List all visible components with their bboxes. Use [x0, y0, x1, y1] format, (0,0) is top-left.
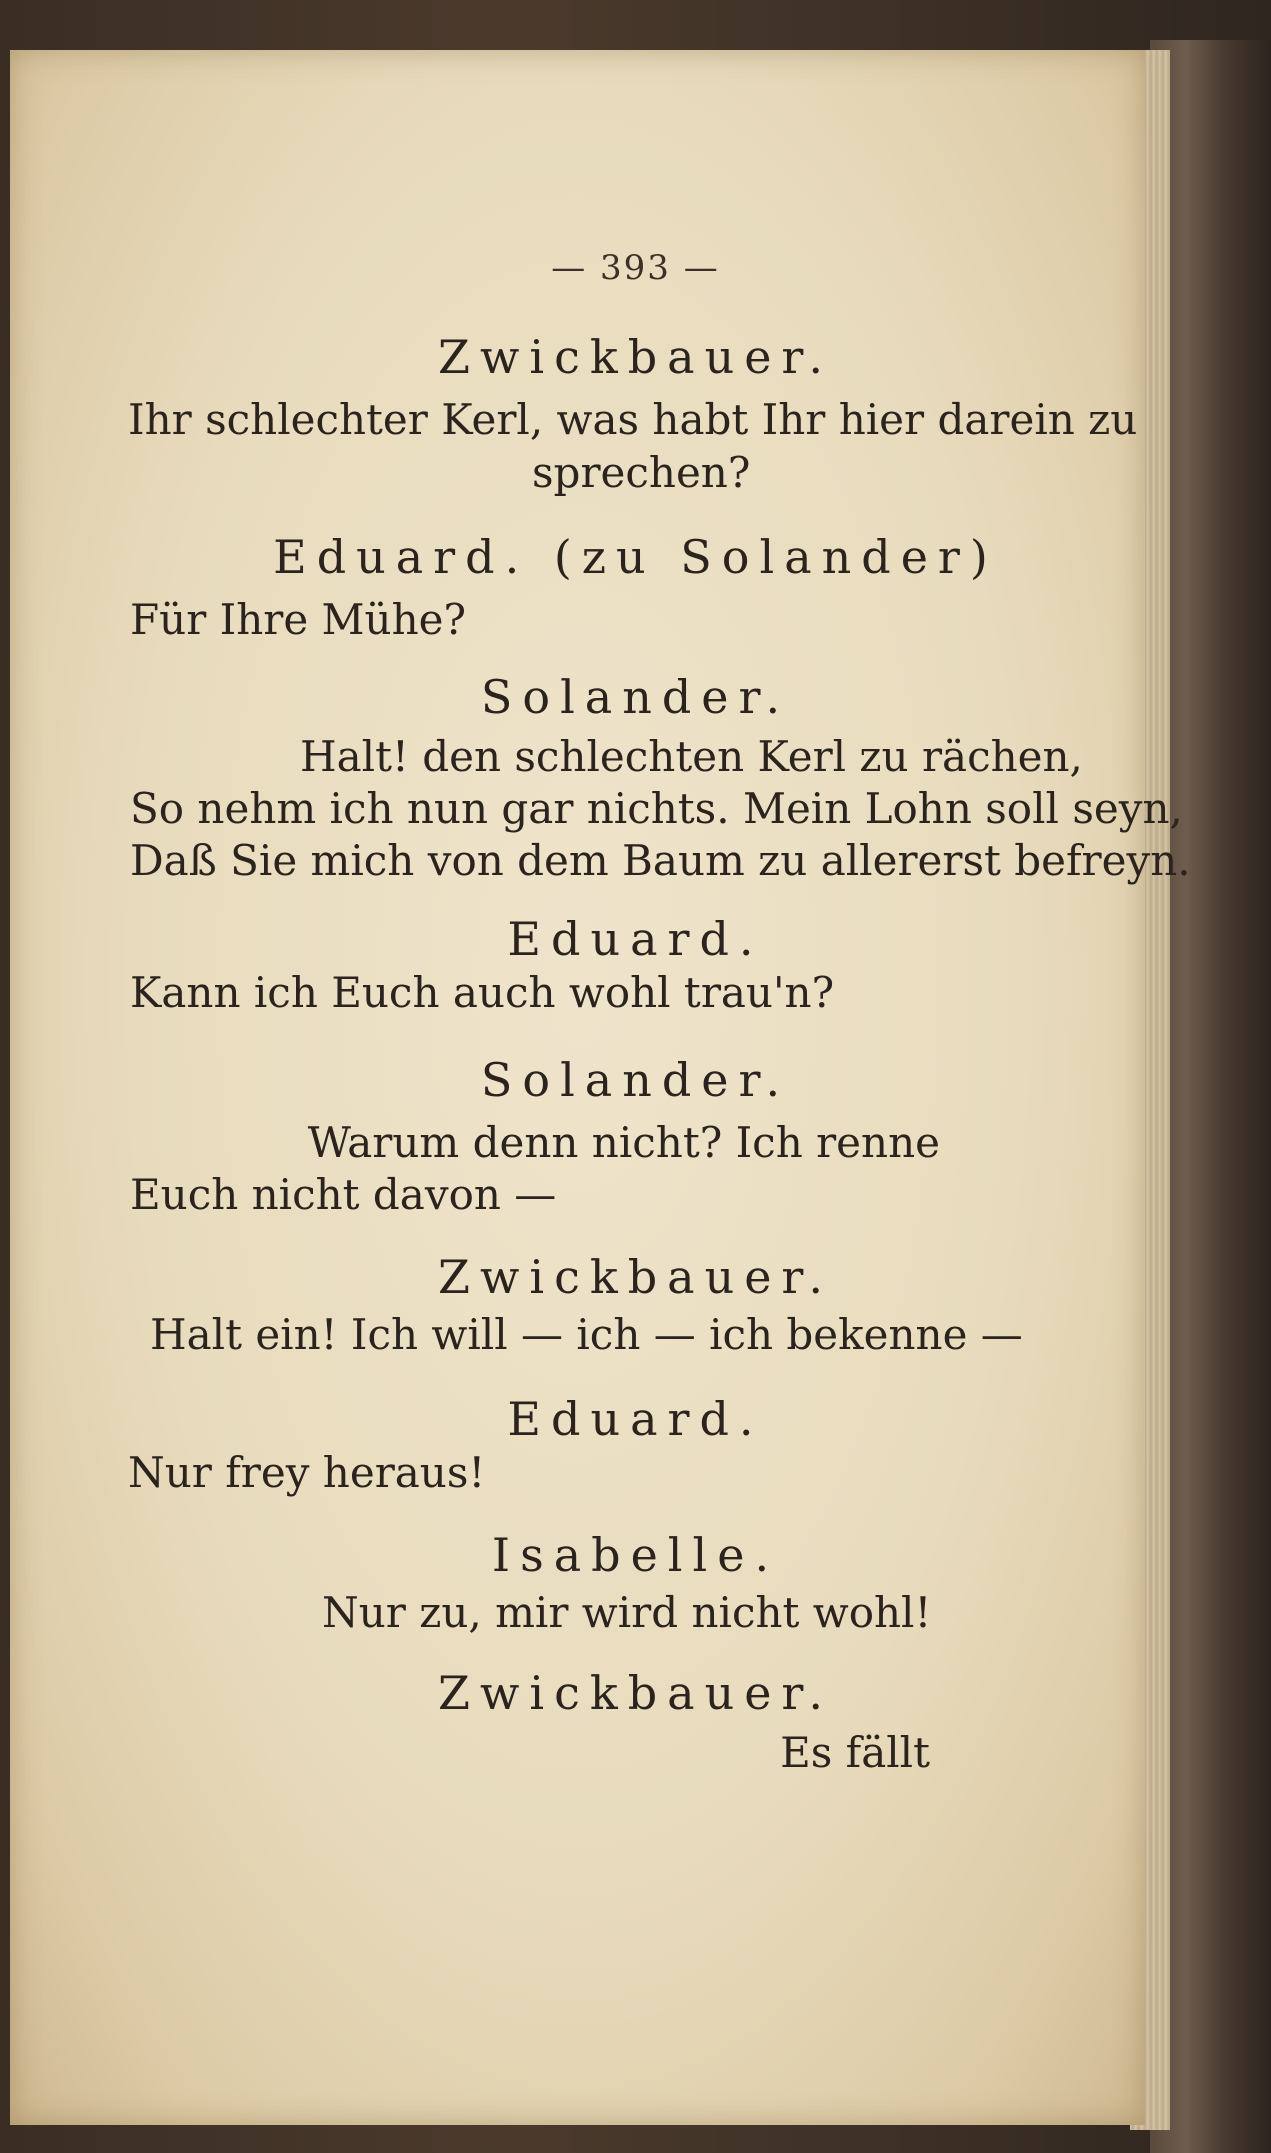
speaker-eduard-1: Eduard. (zu Solander) — [273, 530, 998, 584]
text-line: Nur zu, mir wird nicht wohl! — [322, 1588, 932, 1637]
speaker-eduard-2: Eduard. — [507, 912, 764, 966]
speaker-solander-2: Solander. — [480, 1053, 791, 1107]
text-line: Nur frey heraus! — [128, 1448, 486, 1497]
speaker-isabelle: Isabelle. — [491, 1528, 780, 1582]
text-line: Kann ich Euch auch wohl trau'n? — [130, 968, 835, 1017]
speaker-zwickbauer-2: Zwickbauer. — [438, 1250, 833, 1304]
speaker-solander-1: Solander. — [480, 670, 791, 724]
page-number: — 393 — — [551, 248, 720, 288]
catchword: Es fällt — [780, 1728, 930, 1777]
text-line: Für Ihre Mühe? — [130, 595, 467, 644]
text-line: Halt ein! Ich will — ich — ich bekenne — — [150, 1310, 1023, 1359]
text-line: Daß Sie mich von dem Baum zu allererst befreyn. — [130, 836, 1191, 885]
text-line: Euch nicht davon — — [130, 1170, 557, 1219]
speaker-zwickbauer-1: Zwickbauer. — [438, 330, 833, 384]
text-line: sprechen? — [532, 448, 751, 497]
text-line: Halt! den schlechten Kerl zu rächen, — [300, 732, 1083, 781]
speaker-zwickbauer-3: Zwickbauer. — [438, 1666, 833, 1720]
text-line: Ihr schlechter Kerl, was habt Ihr hier darein zu — [128, 395, 1138, 444]
speaker-eduard-3: Eduard. — [507, 1392, 764, 1446]
text-line: So nehm ich nun gar nichts. Mein Lohn soll seyn, — [130, 784, 1183, 833]
text-line: Warum denn nicht? Ich renne — [307, 1118, 940, 1167]
